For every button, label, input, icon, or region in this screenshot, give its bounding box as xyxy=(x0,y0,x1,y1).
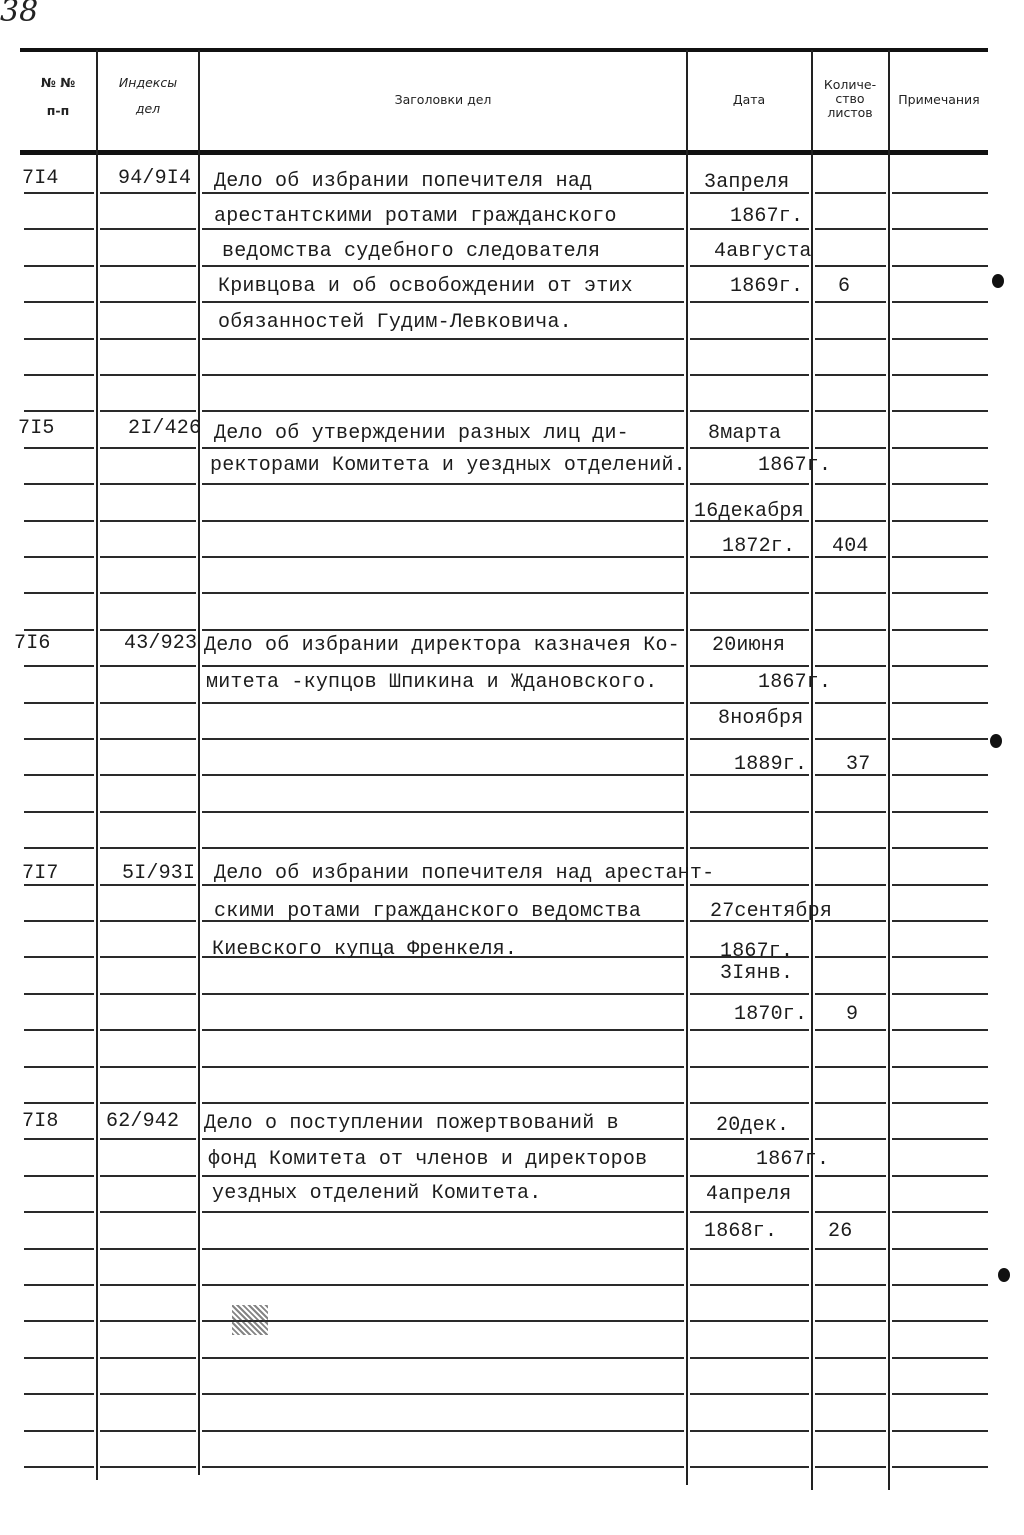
ruled-line xyxy=(24,1175,94,1177)
ruled-line xyxy=(24,592,94,594)
ruled-line xyxy=(892,1138,988,1140)
ruled-line xyxy=(815,738,886,740)
ruled-line xyxy=(815,1175,886,1177)
entry-date-line: 1889г. xyxy=(734,753,808,776)
entry-title-line: уездных отделений Комитета. xyxy=(212,1182,542,1205)
ruled-line xyxy=(202,1066,684,1068)
ruled-line xyxy=(690,265,809,267)
ruled-line xyxy=(690,1102,809,1104)
entry-number: 7I5 xyxy=(18,417,55,440)
ruled-line xyxy=(815,1393,886,1395)
column-divider-date xyxy=(811,50,813,1490)
ruled-line xyxy=(892,920,988,922)
ruled-line xyxy=(100,1284,196,1286)
ruled-line xyxy=(202,556,684,558)
entry-date-line: 1867г. xyxy=(730,205,804,228)
ruled-line xyxy=(100,702,196,704)
ruled-line xyxy=(815,702,886,704)
ruled-line xyxy=(892,1029,988,1031)
entry-title-line: обязанностей Гудим-Левковича. xyxy=(218,311,572,334)
entry-title-line: Дело об утверждении разных лиц ди- xyxy=(214,422,629,445)
ruled-line xyxy=(24,483,94,485)
ruled-line xyxy=(100,1066,196,1068)
ruled-line xyxy=(24,1211,94,1213)
ruled-line xyxy=(100,374,196,376)
ruled-line xyxy=(202,1284,684,1286)
ruled-line xyxy=(202,665,684,667)
ruled-line xyxy=(100,665,196,667)
ruled-line xyxy=(892,847,988,849)
entry-sheet-count: 26 xyxy=(828,1220,853,1243)
ruled-line xyxy=(202,1138,684,1140)
entry-index: 5I/93I xyxy=(122,862,196,885)
ruled-line xyxy=(892,1175,988,1177)
ruled-line xyxy=(100,629,196,631)
entry-date-line: 1868г. xyxy=(704,1220,778,1243)
ruled-line xyxy=(690,1284,809,1286)
ruled-line xyxy=(815,228,886,230)
ruled-line xyxy=(100,265,196,267)
page-number: 38 xyxy=(0,0,39,29)
header-date: Дата xyxy=(732,92,766,107)
ruled-line xyxy=(100,447,196,449)
ruled-line xyxy=(202,993,684,995)
entry-title-line: Дело об избрании попечителя над xyxy=(214,170,593,193)
ruled-line xyxy=(100,1211,196,1213)
entry-title-line: Дело о поступлении пожертвований в xyxy=(204,1112,619,1135)
binding-hole-mark xyxy=(992,274,1004,288)
ruled-line xyxy=(892,374,988,376)
entry-date-line: 4августа xyxy=(714,240,812,263)
entry-date-line: 1870г. xyxy=(734,1003,808,1026)
ruled-line xyxy=(202,447,684,449)
entry-index: 2I/426 xyxy=(128,417,202,440)
ruled-line xyxy=(815,192,886,194)
ruled-line xyxy=(815,884,886,886)
ruled-line xyxy=(202,629,684,631)
ruled-line xyxy=(690,1466,809,1468)
ruled-line xyxy=(100,192,196,194)
ruled-line xyxy=(24,993,94,995)
ruled-line xyxy=(24,192,94,194)
ruled-line xyxy=(202,1357,684,1359)
entry-date-line: 20дек. xyxy=(716,1114,790,1137)
ruled-line xyxy=(892,556,988,558)
entry-title-line: Киевского купца Френкеля. xyxy=(212,938,518,961)
entry-title-line: ректорами Комитета и уездных отделений. xyxy=(210,454,686,477)
ruled-line xyxy=(202,483,684,485)
header-index-line2: дел xyxy=(135,101,161,116)
ruled-line xyxy=(892,993,988,995)
ruled-line xyxy=(24,338,94,340)
entry-sheet-count: 404 xyxy=(832,535,869,558)
ruled-line xyxy=(815,1430,886,1432)
ruled-line xyxy=(100,738,196,740)
ruled-line xyxy=(892,592,988,594)
ruled-line xyxy=(202,847,684,849)
ruled-line xyxy=(24,265,94,267)
ruled-line xyxy=(690,738,809,740)
column-divider-num xyxy=(96,50,98,1480)
entry-title-line: митета -купцов Шпикина и Ждановского. xyxy=(206,671,658,694)
ruled-line xyxy=(815,1284,886,1286)
entry-sheet-count: 6 xyxy=(838,275,851,298)
ruled-line xyxy=(24,702,94,704)
ruled-line xyxy=(815,811,886,813)
ruled-line xyxy=(815,592,886,594)
entry-date-line: 8марта xyxy=(708,422,782,445)
ruled-line xyxy=(892,483,988,485)
ruled-line xyxy=(690,1357,809,1359)
ruled-line xyxy=(202,702,684,704)
entry-date-line: 4апреля xyxy=(706,1183,792,1206)
ruled-line xyxy=(690,374,809,376)
ruled-line xyxy=(100,301,196,303)
ruled-line xyxy=(24,520,94,522)
ruled-line xyxy=(690,447,809,449)
ruled-line xyxy=(892,1320,988,1322)
ruled-line xyxy=(100,1357,196,1359)
entry-title-line: арестантскими ротами гражданского xyxy=(214,205,617,228)
ruled-line xyxy=(24,1357,94,1359)
ruled-line xyxy=(690,811,809,813)
entry-title-line: ведомства судебного следователя xyxy=(222,240,601,263)
header-count-line1: Количе- xyxy=(823,77,877,92)
ruled-line xyxy=(815,993,886,995)
ruled-line xyxy=(690,629,809,631)
ruled-line xyxy=(892,1430,988,1432)
ruled-line xyxy=(24,556,94,558)
ruled-line xyxy=(815,374,886,376)
ruled-line xyxy=(815,1066,886,1068)
ruled-line xyxy=(892,1284,988,1286)
ruled-line xyxy=(100,228,196,230)
ruled-line xyxy=(892,1102,988,1104)
ruled-line xyxy=(202,1211,684,1213)
ruled-line xyxy=(815,1357,886,1359)
ruled-line xyxy=(815,1320,886,1322)
ruled-line xyxy=(815,301,886,303)
ruled-line xyxy=(24,1102,94,1104)
ruled-line xyxy=(690,665,809,667)
ruled-line xyxy=(892,665,988,667)
ruled-line xyxy=(892,447,988,449)
ruled-line xyxy=(892,629,988,631)
ruled-line xyxy=(24,774,94,776)
ruled-line xyxy=(100,1248,196,1250)
entry-title-line: Дело об избрании директора казначея Ко- xyxy=(204,634,680,657)
column-divider-title xyxy=(686,50,688,1485)
ruled-line xyxy=(100,1102,196,1104)
ruled-line xyxy=(100,1430,196,1432)
ruled-line xyxy=(24,847,94,849)
ruled-line xyxy=(815,1029,886,1031)
ruled-line xyxy=(892,192,988,194)
ruled-line xyxy=(100,993,196,995)
header-title: Заголовки дел xyxy=(394,92,492,107)
entry-index: 43/923 xyxy=(124,632,198,655)
entry-title-line: фонд Комитета от членов и директоров xyxy=(208,1148,648,1171)
ruled-line xyxy=(100,338,196,340)
ruled-line xyxy=(24,1066,94,1068)
ruled-line xyxy=(892,1357,988,1359)
ruled-line xyxy=(100,520,196,522)
header-sheet-count xyxy=(812,78,888,120)
ruled-line xyxy=(690,410,809,412)
header-index-line1: Индексы xyxy=(118,75,178,90)
ruled-line xyxy=(100,847,196,849)
ruled-line xyxy=(202,738,684,740)
ruled-line xyxy=(24,956,94,958)
ruled-line xyxy=(892,338,988,340)
ruled-line xyxy=(690,1211,809,1213)
ruled-line xyxy=(202,1430,684,1432)
ruled-line xyxy=(690,702,809,704)
ruled-line xyxy=(690,1393,809,1395)
ruled-line xyxy=(100,1175,196,1177)
entry-sheet-count: 9 xyxy=(846,1003,859,1026)
ruled-line xyxy=(690,1320,809,1322)
entry-date-line: 1867г. xyxy=(758,671,832,694)
ruled-line xyxy=(815,338,886,340)
binding-hole-mark xyxy=(998,1268,1010,1282)
ruled-line xyxy=(690,483,809,485)
ruled-line xyxy=(24,629,94,631)
header-num xyxy=(28,75,88,119)
ruled-line xyxy=(892,884,988,886)
entry-sheet-count: 37 xyxy=(846,753,871,776)
ruled-line xyxy=(100,592,196,594)
ruled-line xyxy=(202,301,684,303)
ruled-line xyxy=(815,265,886,267)
ruled-line xyxy=(202,1248,684,1250)
header-num-line1: № № xyxy=(40,75,76,90)
ruled-line xyxy=(892,1466,988,1468)
ruled-line xyxy=(815,956,886,958)
ruled-line xyxy=(892,265,988,267)
ruled-line xyxy=(24,374,94,376)
ruled-line xyxy=(690,338,809,340)
ink-smudge xyxy=(232,1305,268,1335)
binding-hole-mark xyxy=(990,734,1002,748)
ruled-line xyxy=(100,1138,196,1140)
ruled-line xyxy=(690,993,809,995)
entry-date-line: 20июня xyxy=(712,634,786,657)
header-notes: Примечания xyxy=(898,92,980,107)
header-count-line2: ство xyxy=(835,91,865,106)
entry-number: 7I8 xyxy=(22,1110,59,1133)
ruled-line xyxy=(892,301,988,303)
entry-date-line: 1869г. xyxy=(730,275,804,298)
ruled-line xyxy=(24,1466,94,1468)
column-divider-index xyxy=(198,50,200,1475)
ruled-line xyxy=(100,774,196,776)
ruled-line xyxy=(202,338,684,340)
ruled-line xyxy=(24,228,94,230)
ruled-line xyxy=(690,592,809,594)
ruled-line xyxy=(100,556,196,558)
entry-date-line: 1867г. xyxy=(758,454,832,477)
ruled-line xyxy=(202,592,684,594)
table-top-rule xyxy=(20,48,988,52)
ruled-line xyxy=(815,1138,886,1140)
ruled-line xyxy=(100,1029,196,1031)
entry-index: 94/9I4 xyxy=(118,167,192,190)
entry-date-line: 1867г. xyxy=(720,940,794,963)
entry-title-line: Дело об избрании попечителя над арестант- xyxy=(214,862,715,885)
ruled-line xyxy=(202,1466,684,1468)
entry-number: 7I4 xyxy=(22,167,59,190)
ruled-line xyxy=(24,1393,94,1395)
ruled-line xyxy=(100,483,196,485)
ruled-line xyxy=(24,1320,94,1322)
ruled-line xyxy=(815,520,886,522)
ruled-line xyxy=(892,774,988,776)
ruled-line xyxy=(815,1211,886,1213)
entry-date-line: 1872г. xyxy=(722,535,796,558)
ruled-line xyxy=(24,301,94,303)
ruled-line xyxy=(24,665,94,667)
ruled-line xyxy=(892,702,988,704)
ruled-line xyxy=(690,847,809,849)
ruled-line xyxy=(892,738,988,740)
ruled-line xyxy=(202,265,684,267)
ruled-line xyxy=(202,1029,684,1031)
ruled-line xyxy=(815,447,886,449)
ruled-line xyxy=(202,1102,684,1104)
ruled-line xyxy=(100,956,196,958)
ruled-line xyxy=(24,1029,94,1031)
ruled-line xyxy=(892,811,988,813)
ruled-line xyxy=(202,1320,684,1322)
ruled-line xyxy=(892,1211,988,1213)
ruled-line xyxy=(24,1138,94,1140)
entry-number: 7I7 xyxy=(22,862,59,885)
ruled-line xyxy=(24,811,94,813)
ruled-line xyxy=(690,301,809,303)
entry-title-line: Кривцова и об освобождении от этих xyxy=(218,275,633,298)
ruled-line xyxy=(24,1248,94,1250)
ruled-line xyxy=(815,410,886,412)
ruled-line xyxy=(100,920,196,922)
ruled-line xyxy=(202,774,684,776)
ruled-line xyxy=(100,410,196,412)
ruled-line xyxy=(690,1138,809,1140)
ruled-line xyxy=(690,1248,809,1250)
header-count-line3: листов xyxy=(827,105,873,120)
ruled-line xyxy=(100,1466,196,1468)
entry-date-line: 8ноября xyxy=(718,707,804,730)
entry-date-line: 1867г. xyxy=(756,1148,830,1171)
entry-date-line: 3апреля xyxy=(704,171,790,194)
column-divider-count xyxy=(888,50,890,1490)
header-num-line2: п-п xyxy=(46,103,70,118)
ruled-line xyxy=(202,520,684,522)
ruled-line xyxy=(690,1066,809,1068)
entry-title-line: скими ротами гражданского ведомства xyxy=(214,900,642,923)
ruled-line xyxy=(690,1430,809,1432)
ruled-line xyxy=(202,1393,684,1395)
ruled-line xyxy=(690,1175,809,1177)
ruled-line xyxy=(815,1102,886,1104)
entry-date-line: 3Iянв. xyxy=(720,962,794,985)
ruled-line xyxy=(815,483,886,485)
ruled-line xyxy=(24,410,94,412)
ruled-line xyxy=(815,629,886,631)
ruled-line xyxy=(815,1466,886,1468)
entry-number: 7I6 xyxy=(14,632,51,655)
ruled-line xyxy=(202,374,684,376)
ruled-line xyxy=(202,811,684,813)
ruled-line xyxy=(24,1284,94,1286)
ruled-line xyxy=(202,1175,684,1177)
ruled-line xyxy=(892,520,988,522)
ruled-line xyxy=(690,1029,809,1031)
ruled-line xyxy=(892,228,988,230)
ruled-line xyxy=(892,956,988,958)
header-index xyxy=(100,75,196,117)
ruled-line xyxy=(815,847,886,849)
ruled-line xyxy=(892,1066,988,1068)
ruled-line xyxy=(24,1430,94,1432)
table-header-rule xyxy=(20,150,988,155)
entry-date-line: 16декабря xyxy=(694,500,804,523)
ruled-line xyxy=(815,1248,886,1250)
ruled-line xyxy=(100,1320,196,1322)
ruled-line xyxy=(815,665,886,667)
ruled-line xyxy=(24,738,94,740)
entry-date-line: 27сентября xyxy=(710,900,833,923)
entry-index: 62/942 xyxy=(106,1110,180,1133)
ruled-line xyxy=(24,920,94,922)
ruled-line xyxy=(892,1393,988,1395)
ruled-line xyxy=(202,410,684,412)
ruled-line xyxy=(892,1248,988,1250)
ruled-line xyxy=(892,410,988,412)
ruled-line xyxy=(100,811,196,813)
ruled-line xyxy=(100,1393,196,1395)
ruled-line xyxy=(24,447,94,449)
